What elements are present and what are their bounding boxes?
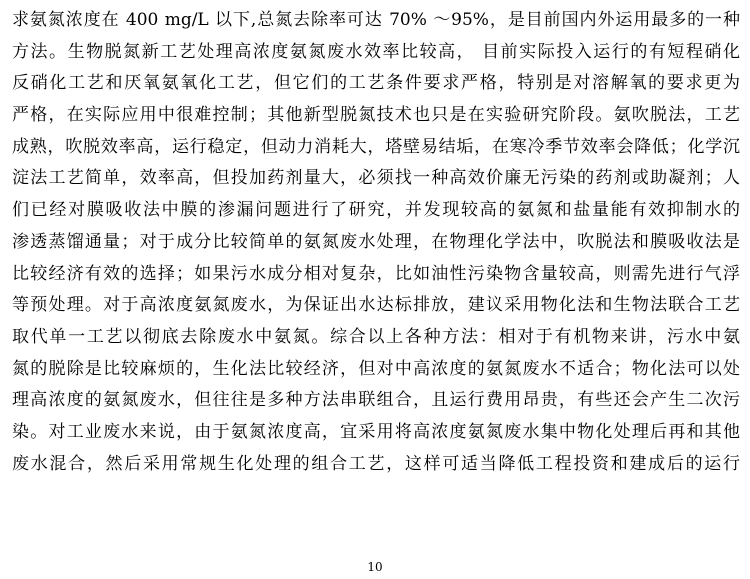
text-line: 方法。生物脱氮新工艺处理高浓度氨氮废水效率比较高， 目前实际投入运行的有短程硝化 <box>12 41 740 62</box>
text-line: 淀法工艺简单，效率高，但投加药剂量大，必须找一种高效价廉无污染的药剂或助凝剂；人 <box>12 168 740 189</box>
text-line: 求氨氮浓度在 400 mg/L 以下,总氮去除率可达 70% ～95%，是目前国内外运用最多的一种 <box>12 10 740 30</box>
text-line: 理高浓度的氨氮废水，但往往是多种方法串联组合，且运行费用昂贵，有些还会产生二次污 <box>12 390 740 411</box>
text-line: 渗透蒸馏通量；对于成分比较简单的氨氮废水处理，在物理化学法中，吹脱法和膜吸收法是 <box>12 231 740 252</box>
text-line: 们已经对膜吸收法中膜的渗漏问题进行了研究，并发现较高的氨氮和盐量能有效抑制水的 <box>12 200 740 221</box>
text-line: 反硝化工艺和厌氧氨氧化工艺，但它们的工艺条件要求严格，特别是对溶解氧的要求更为 <box>12 73 740 94</box>
text-line: 取代单一工艺以彻底去除废水中氨氮。综合以上各种方法：相对于有机物来讲，污水中氨 <box>12 326 740 347</box>
text-line: 严格，在实际应用中很难控制；其他新型脱氮技术也只是在实验研究阶段。氨吹脱法，工艺 <box>12 105 740 126</box>
text-line: 废水混合，然后采用常规生化处理的组合工艺，这样可适当降低工程投资和建成后的运行 <box>12 453 740 474</box>
body-text <box>12 5 740 480</box>
text-line: 成熟，吹脱效率高，运行稳定，但动力消耗大，塔壁易结垢，在寒冷季节效率会降低；化学沉 <box>12 136 740 157</box>
page-number: 10 <box>367 560 383 574</box>
text-line: 氮的脱除是比较麻烦的，生化法比较经济，但对中高浓度的氨氮废水不适合；物化法可以处 <box>12 358 740 379</box>
text-line: 比较经济有效的选择；如果污水成分相对复杂，比如油性污染物含量较高，则需先进行气浮 <box>12 263 740 284</box>
text-line: 染。对工业废水来说，由于氨氮浓度高，宜采用将高浓度氨氮废水集中物化处理后再和其他 <box>12 421 740 442</box>
text-line: 等预处理。对于高浓度氨氮废水，为保证出水达标排放，建议采用物化法和生物法联合工艺 <box>12 295 740 316</box>
